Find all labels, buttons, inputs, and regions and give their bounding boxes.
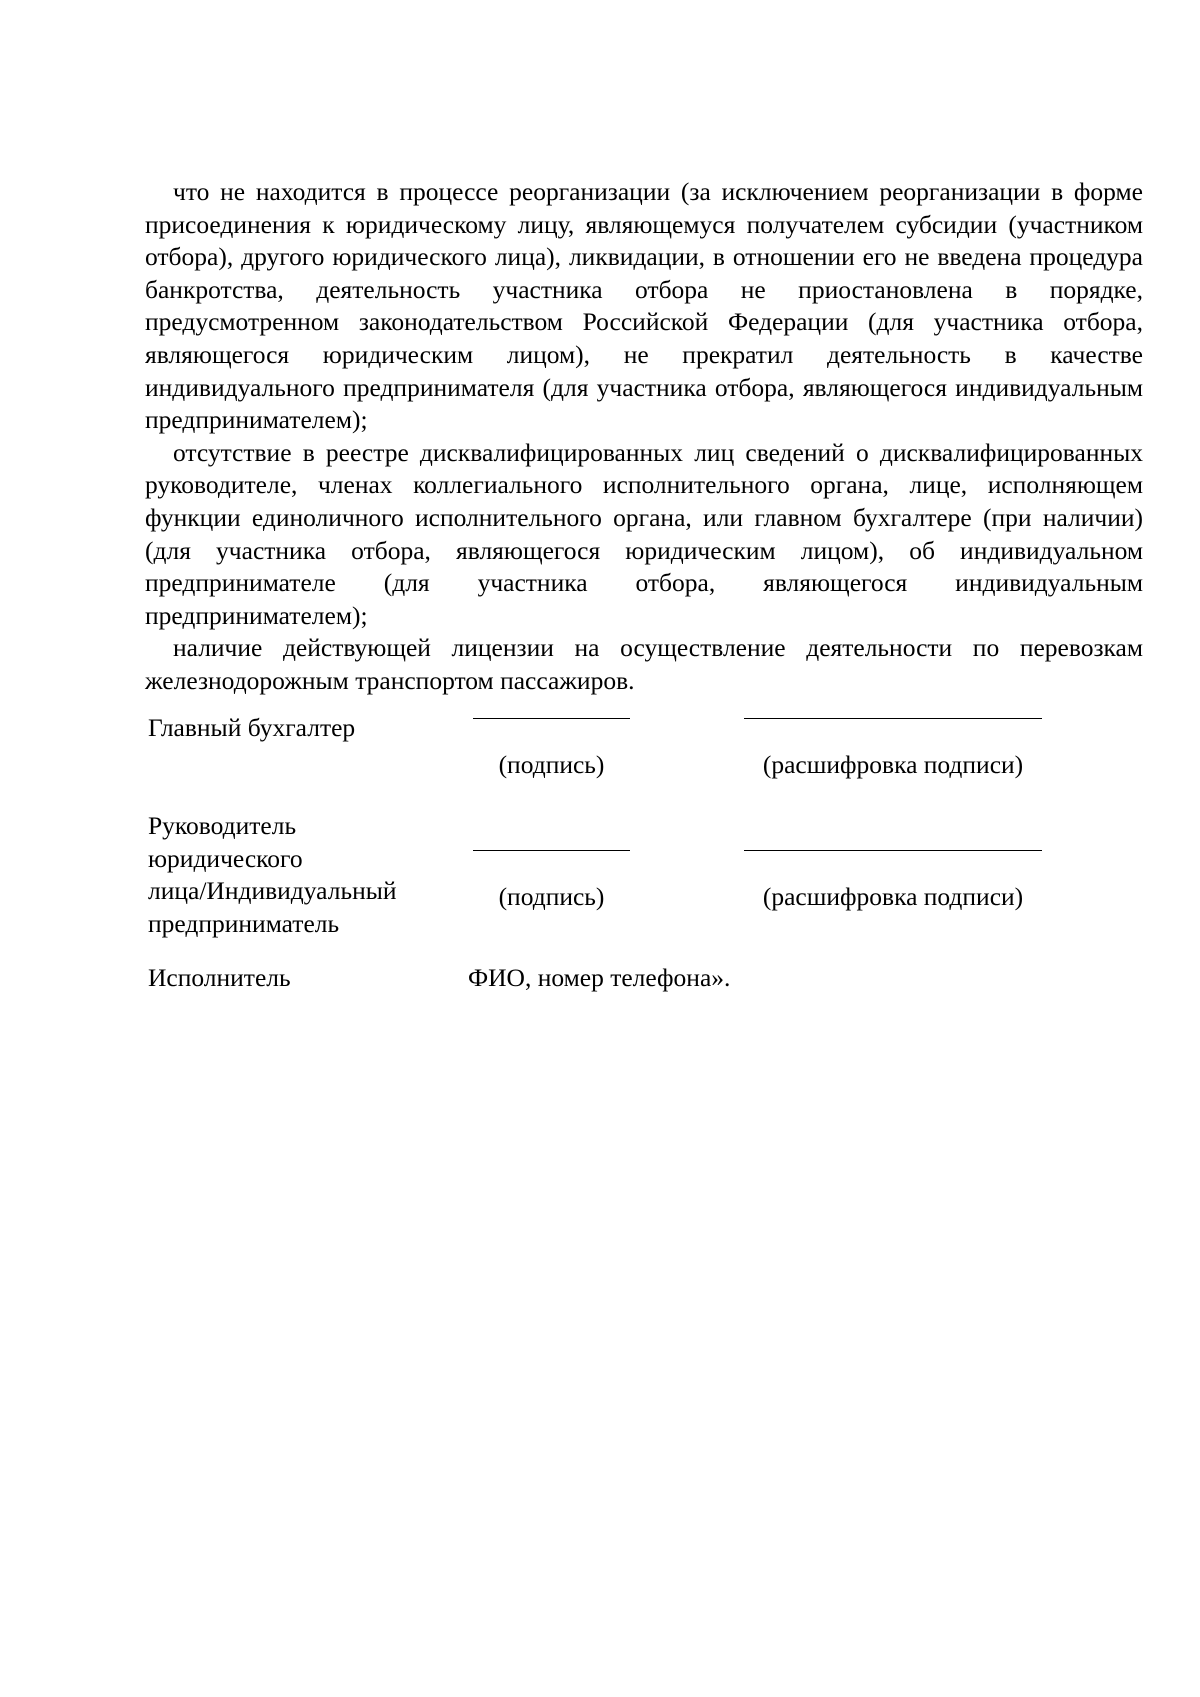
head-decoding-caption: (расшифровка подписи) [762, 882, 1024, 911]
head-signature-caption: (подпись) [498, 882, 605, 911]
head-label: Руководитель юридического лица/Индивидуальный предприниматель [148, 811, 397, 938]
paragraph-license: наличие действующей лицензии на осуществление деятельности по перевозкам железнодорожным транспортом пассажиров. [145, 633, 1143, 695]
chief-accountant-signature-caption: (подпись) [498, 750, 605, 779]
head-signature-line [473, 850, 630, 851]
executor-value: ФИО, номер телефона». [468, 963, 731, 992]
executor-label: Исполнитель [148, 963, 291, 992]
paragraph-no-disqualification: отсутствие в реестре дисквалифицированных лиц сведений о дисквалифицированных руководителе, членах коллегиального исполнительного органа, лице, исполняющем функции единоличного исполнительного органа, или главном бухгалтере (при наличии) (для участника отбора, являющегося юридическим лицом), об индивидуальном предпринимателе (для участника отбора, являющегося индивидуальным предпринимателем); [145, 437, 1143, 630]
chief-accountant-signature-line [473, 718, 630, 719]
paragraph-no-reorganization: что не находится в процессе реорганизации (за исключением реорганизации в форме присоединения к юридическому лицу, являющемуся получателем субсидии (участником отбора), другого юридического лица), ликвидации, в отношении его не введена процедура банкротства, деятельность участника отбора не приостановлена в порядке, предусмотренном законодательством Российской Федерации (для участника отбора, являющегося юридическим лицом), не прекратил деятельность в качестве индивидуального предпринимателя (для участника отбора, являющегося индивидуальным предпринимателем); [145, 177, 1143, 435]
document-body [145, 176, 1143, 698]
head-decoding-line [744, 850, 1042, 851]
chief-accountant-decoding-line [744, 718, 1042, 719]
chief-accountant-label: Главный бухгалтер [148, 713, 356, 742]
chief-accountant-decoding-caption: (расшифровка подписи) [762, 750, 1024, 779]
